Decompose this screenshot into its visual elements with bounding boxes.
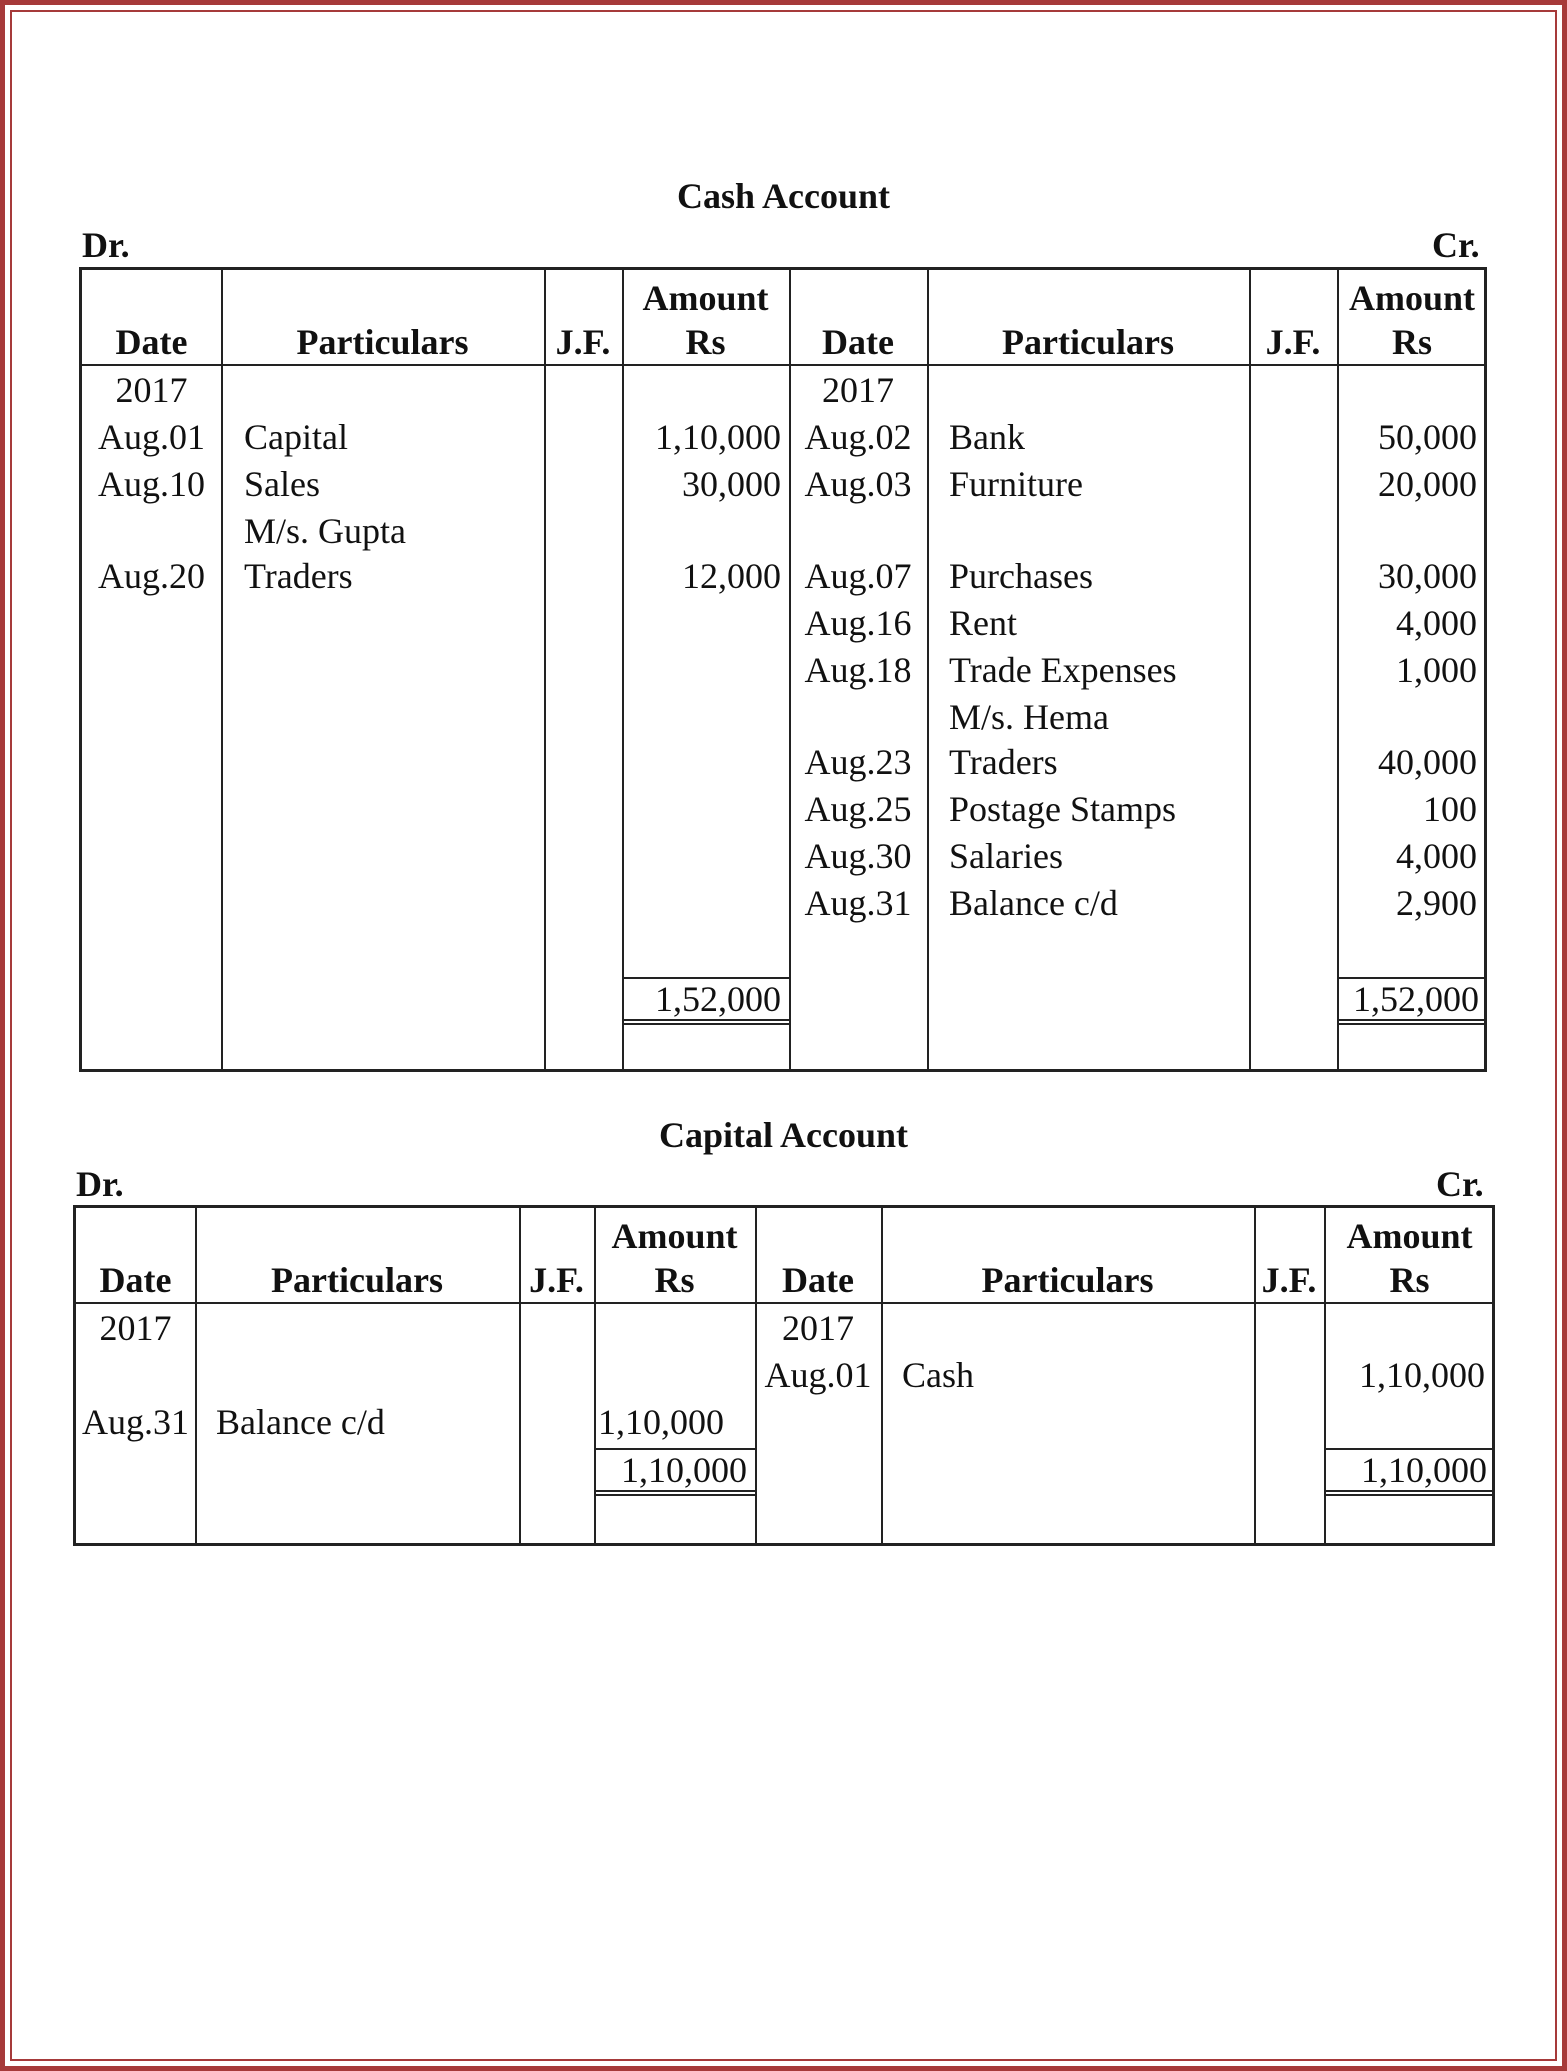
cash-dr-amount-header: Amount xyxy=(642,278,769,318)
cash-cr-particulars: Furniture xyxy=(949,464,1083,504)
cash-cr-amount: 2,900 xyxy=(1396,883,1477,923)
cash-cr-amount: 4,000 xyxy=(1396,836,1477,876)
cash-dr-label: Dr. xyxy=(82,225,130,265)
capital-account-title: Capital Account xyxy=(658,1115,908,1155)
cash-cr-date: Aug.16 xyxy=(804,603,912,643)
cash-dr-date: Aug.01 xyxy=(98,417,205,457)
cash-cr-amount: 50,000 xyxy=(1378,417,1477,457)
capital-cr-label: Cr. xyxy=(1436,1164,1484,1204)
cash-header-rule xyxy=(82,364,1484,366)
cash-cr-particulars-header: Particulars xyxy=(1002,322,1174,362)
capital-dr-date-header: Date xyxy=(99,1260,172,1300)
cash-cr-particulars: Trade Expenses xyxy=(949,650,1177,690)
cash-cr-particulars: Rent xyxy=(949,603,1017,643)
cash-dr-date: Aug.10 xyxy=(98,464,205,504)
cash-cr-label: Cr. xyxy=(1432,225,1480,265)
cash-dr-particulars: Capital xyxy=(244,417,348,457)
cash-cr-particulars: Traders xyxy=(949,742,1058,782)
capital-dr-particulars: Balance c/d xyxy=(216,1402,385,1442)
cash-dr-jf-header: J.F. xyxy=(555,322,611,362)
cash-cr-date: Aug.18 xyxy=(804,650,912,690)
capital-cr-amount: 1,10,000 xyxy=(1359,1355,1485,1395)
cash-cr-particulars: Purchases xyxy=(949,556,1093,596)
cash-cr-date-header: Date xyxy=(822,322,894,362)
cash-dr-amount-unit-header: Rs xyxy=(685,322,726,362)
capital-account-ledger xyxy=(73,1205,1495,1546)
capital-cr-date: Aug.01 xyxy=(764,1355,872,1395)
cash-dr-particulars-line1: M/s. Gupta xyxy=(244,511,406,551)
cash-cr-date: Aug.03 xyxy=(804,464,912,504)
cash-col-divider xyxy=(927,270,929,1069)
capital-col-divider xyxy=(1254,1208,1256,1543)
cash-account-ledger xyxy=(79,267,1487,1072)
cash-cr-particulars: Salaries xyxy=(949,836,1063,876)
cash-dr-particulars: Sales xyxy=(244,464,320,504)
cash-dr-amount: 1,10,000 xyxy=(655,417,781,457)
capital-dr-date: Aug.31 xyxy=(82,1402,189,1442)
cash-dr-year: 2017 xyxy=(115,370,188,410)
capital-header-rule xyxy=(76,1302,1492,1304)
capital-dr-label: Dr. xyxy=(76,1164,124,1204)
cash-cr-amount-unit-header: Rs xyxy=(1391,322,1432,362)
cash-cr-date: Aug.25 xyxy=(804,789,912,829)
cash-cr-date: Aug.30 xyxy=(804,836,912,876)
cash-cr-date: Aug.23 xyxy=(804,742,912,782)
cash-dr-date-header: Date xyxy=(115,322,188,362)
cash-dr-particulars: Traders xyxy=(244,556,353,596)
capital-col-divider xyxy=(881,1208,883,1543)
cash-cr-amount: 30,000 xyxy=(1378,556,1477,596)
cash-cr-particulars: Bank xyxy=(949,417,1025,457)
cash-col-divider xyxy=(221,270,223,1069)
capital-dr-amount-header: Amount xyxy=(611,1216,738,1256)
cash-cr-amount: 40,000 xyxy=(1378,742,1477,782)
capital-col-divider xyxy=(519,1208,521,1543)
cash-cr-date: Aug.02 xyxy=(804,417,912,457)
cash-cr-year: 2017 xyxy=(822,370,894,410)
capital-col-divider xyxy=(195,1208,197,1543)
cash-cr-particulars: Postage Stamps xyxy=(949,789,1177,829)
cash-col-divider xyxy=(1249,270,1251,1069)
cash-dr-amount: 30,000 xyxy=(682,464,781,504)
cash-cr-amount-header: Amount xyxy=(1348,278,1476,318)
capital-cr-amount-unit-header: Rs xyxy=(1389,1260,1430,1300)
capital-dr-year: 2017 xyxy=(99,1308,172,1348)
capital-cr-jf-header: J.F. xyxy=(1261,1260,1317,1300)
capital-cr-particulars-header: Particulars xyxy=(981,1260,1154,1300)
cash-dr-date: Aug.20 xyxy=(98,556,205,596)
cash-cr-date: Aug.07 xyxy=(804,556,912,596)
cash-account-title: Cash Account xyxy=(676,176,891,216)
capital-dr-total: 1,10,000 xyxy=(595,1448,755,1496)
capital-cr-total: 1,10,000 xyxy=(1325,1448,1495,1496)
cash-col-divider xyxy=(544,270,546,1069)
cash-cr-amount: 100 xyxy=(1423,789,1477,829)
capital-dr-amount: 1,10,000 xyxy=(598,1402,724,1442)
cash-cr-particulars-line1: M/s. Hema xyxy=(949,697,1109,737)
cash-dr-total: 1,52,000 xyxy=(623,977,789,1025)
cash-cr-total: 1,52,000 xyxy=(1338,977,1487,1025)
cash-col-divider xyxy=(622,270,624,1069)
cash-cr-amount: 4,000 xyxy=(1396,603,1477,643)
cash-cr-amount: 1,000 xyxy=(1396,650,1477,690)
capital-cr-date-header: Date xyxy=(782,1260,854,1300)
capital-cr-amount-header: Amount xyxy=(1346,1216,1473,1256)
cash-dr-amount: 12,000 xyxy=(682,556,781,596)
cash-cr-jf-header: J.F. xyxy=(1265,322,1321,362)
cash-dr-particulars-header: Particulars xyxy=(296,322,469,362)
capital-dr-jf-header: J.F. xyxy=(529,1260,584,1300)
capital-dr-amount-unit-header: Rs xyxy=(654,1260,695,1300)
cash-cr-date: Aug.31 xyxy=(804,883,912,923)
cash-cr-particulars: Balance c/d xyxy=(949,883,1118,923)
capital-dr-particulars-header: Particulars xyxy=(271,1260,443,1300)
capital-cr-particulars: Cash xyxy=(902,1355,974,1395)
capital-cr-year: 2017 xyxy=(782,1308,854,1348)
cash-cr-amount: 20,000 xyxy=(1378,464,1477,504)
